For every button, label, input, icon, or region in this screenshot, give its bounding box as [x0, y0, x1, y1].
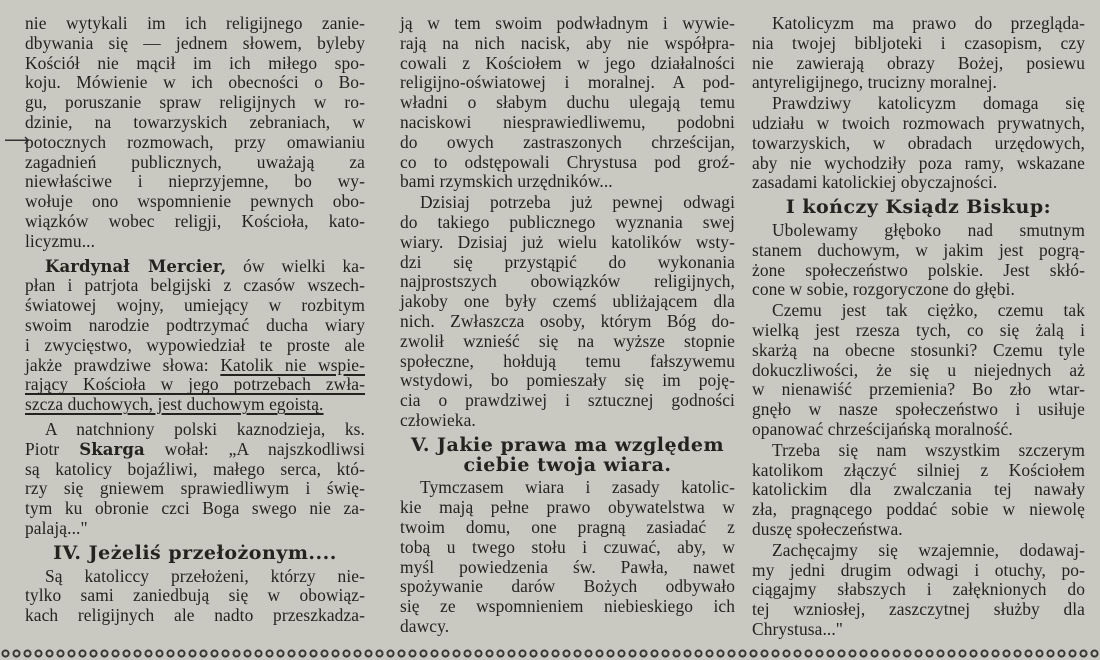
paragraph [25, 567, 365, 626]
text-line: potocznych rozmowach, przy omawianiu [25, 131, 365, 152]
text-line: dawcy. [400, 615, 450, 636]
text-column-3 [752, 14, 1085, 641]
text-line: gu, poruszanie spraw religijnych w ro- [25, 92, 365, 113]
text-line: Prawdziwy katolicyzm domaga się [772, 93, 1085, 114]
text-line: społeczne, hołdują temu fałszywemu [400, 350, 735, 371]
text-line: katolickim dla zwalczania tej nawały [752, 479, 1085, 500]
text-line: zwolił wznieść się na wyższe stopnie [400, 330, 735, 351]
text-line: naciskowi niesprawiedliwemu, podobni [400, 111, 735, 132]
text-line: do takiego publicznego wyznania swej [400, 211, 735, 232]
text-line: nich. Zwłaszcza osoby, którym Bóg do- [400, 310, 735, 331]
text-line: ją w tem swoim podwładnym i wywie- [400, 13, 735, 33]
text-line: Trzeba się nam wszystkim szczerym [772, 439, 1085, 460]
text-line: I kończy Ksiądz Biskup: [785, 196, 1052, 219]
text-line: Zachęcajmy się wzajemnie, dodawaj- [772, 539, 1085, 560]
paragraph [400, 14, 735, 192]
paragraph [400, 478, 735, 636]
text-line: rają na nich nacisk, aby nie współpra- [400, 32, 735, 53]
text-line: tej wzniosłej, zaszczytnej służby dla [752, 599, 1085, 620]
paragraph [752, 441, 1085, 540]
text-line: w nienawiść przemienia? Bo zło wtar- [752, 379, 1085, 400]
text-line: udziału w twoich rozmowach prywatnych, [752, 112, 1085, 133]
text-line: niewłaściwe i nieprzyjemne, bo wy- [25, 171, 365, 192]
text-line: co to odstępowali Chrystusa pod groź- [400, 151, 735, 172]
bold-name: Kardynał Mercier, [45, 256, 227, 276]
text-line: Ubolewamy głęboko nad smutnym [772, 219, 1085, 240]
text-line: wiązków wobec religji, Kościoła, kato- [25, 210, 365, 231]
text-line [25, 440, 365, 460]
text-line: kach religijnych ale nadto przeszkadza- [25, 605, 365, 626]
text-line: dzi się przystąpić do wykonania [400, 251, 735, 272]
text-line: zagadnień publicznych, uważają za [25, 151, 365, 172]
text-segment: wołał: „A najszkodliwsi [144, 438, 365, 459]
handwritten-arrow-mark: ⟶ [4, 130, 30, 150]
text-line: zła, pragnącego poddać sobie w niewolę [752, 499, 1085, 520]
text-line: płan i patrjota belgijski z czasów wszech- [25, 275, 365, 296]
text-line: skarżą na obecne stosunki? Czemu tyle [752, 339, 1085, 360]
text-line: stanem duchowym, w jakim jest pogrą- [752, 239, 1085, 260]
text-line: katolikom złączyć silniej z Kościołem [752, 459, 1085, 480]
text-line: twoim domu, one pragną zasiadać z [400, 516, 735, 537]
underlined-quote: Katolik nie wspie- [220, 354, 365, 375]
text-line: opanować chrześcijańską moralność. [752, 418, 1013, 439]
text-column-1 [25, 14, 365, 627]
text-line: myśl powiedzenia św. Pawła, nawet [400, 556, 735, 577]
text-line: A natchniony polski kaznodzieja, ks. [45, 418, 365, 439]
text-line: Czemu jest tak ciężko, czemu tak [772, 300, 1085, 321]
text-line: aby nie wychodziły poza ramy, wskazane [752, 152, 1085, 173]
paragraph [25, 14, 365, 252]
text-line: człowieka. [400, 409, 476, 430]
text-line: cone w sobie, rozgoryczone do głębi. [752, 279, 1015, 300]
section-heading [752, 198, 1085, 218]
text-line: nie zawierają obrazy Bożej, posiewu [752, 52, 1085, 73]
text-line: religijno-oświatowej i moralnej. A pod- [400, 72, 735, 93]
text-line: rzy się gniewem sprawiedliwym i świę- [25, 478, 365, 499]
text-line: wołuje ono wspomnienie pewnych obo- [25, 191, 365, 212]
text-line: licyzmu... [25, 230, 96, 251]
text-line: władni o słabym duchu ulegają temu [400, 92, 735, 113]
text-line: spożywanie darów Bożych odbywało [400, 576, 735, 597]
text-line: swoim narodzie podtrzymać ducha wiary [25, 314, 365, 335]
paragraph [752, 301, 1085, 440]
text-line [25, 257, 365, 277]
text-line: Są katoliccy przełożeni, którzy nie- [45, 565, 365, 586]
text-column-2 [400, 14, 735, 638]
text-line: wstydowi, bo pomieszały się im poję- [400, 370, 735, 391]
text-line: IV. Jeżeliś przełożonym.... [53, 541, 337, 564]
section-heading [25, 541, 365, 564]
paragraph [400, 193, 735, 431]
section-heading [400, 433, 735, 476]
text-line: Chrystusa..." [752, 618, 844, 639]
text-segment: jakże prawdziwe słowa: [25, 354, 221, 375]
text-line: wiary. Dzisiaj już wielu katolików wsty- [400, 231, 735, 252]
text-line: jakoby one były czemś ubliżającem dla [400, 291, 735, 312]
text-line: Dzisiaj potrzeba już pewnej odwagi [420, 192, 735, 213]
text-line: do owych zastraszonych chrześcijan, [400, 131, 735, 152]
text-line: tobą u twego stołu i czuwać, aby, w [400, 536, 735, 557]
text-line: bami rzymskich urzędników... [400, 171, 613, 192]
text-line: najprostszych obowiązków religijnych, [400, 271, 735, 292]
text-line: Katolicyzm ma prawo do przegląda- [772, 13, 1085, 33]
text-line: cia o prawdziwej i sztucznej godności [400, 390, 735, 411]
text-line: nie wytykali im ich religijnego zanie- [25, 13, 365, 33]
text-line [25, 356, 365, 376]
text-line: nia twojej bibljoteki i czasopism, czy [752, 32, 1085, 53]
decorative-border [0, 648, 1100, 659]
text-line: gnęło w nasze społeczeństwo i usiłuje [752, 399, 1085, 420]
text-line: V. Jakie prawa ma względem [410, 433, 725, 456]
bold-name: Skarga [79, 439, 145, 459]
text-line: Tymczasem wiara i zasady katolic- [420, 477, 735, 498]
text-line: światowej wojny, umiejący w rozbitym [25, 295, 365, 316]
text-line: dzinie, na towarzyskich zebraniach, w [25, 111, 365, 132]
text-line: zasadami katolickiej obyczajności. [752, 172, 998, 193]
text-segment: Piotr [25, 438, 80, 459]
paragraph [752, 541, 1085, 640]
text-line: koju. Mówienie w ich obecności o Bo- [25, 72, 365, 93]
text-line: są katolicy bojaźliwi, małego serca, któ- [25, 458, 365, 479]
text-line [25, 375, 365, 395]
text-line: wielką jest rzesza tych, co się żalą i [752, 319, 1085, 340]
text-line: antyreligijnego, trucizny moralnej. [752, 72, 997, 93]
text-line: dokuczliwości, że się u niejednych aż [752, 359, 1085, 380]
text-line: towarzyskich, w obradach urzędowych, [752, 132, 1085, 153]
text-segment: ów wielki ka- [226, 255, 365, 276]
text-line: palają..." [25, 517, 88, 538]
text-line: duszę społeczeństwa. [752, 518, 903, 539]
paragraph [25, 420, 365, 539]
paragraph [752, 94, 1085, 193]
text-line: my jedni drugim odwagi i otuchy, po- [752, 559, 1085, 580]
text-line: tym ku obronie czci Boga swego nie za- [25, 498, 365, 519]
underlined-quote: szcza duchowych, jest duchowym egoistą. [25, 394, 324, 415]
text-line: cowali z Kościołem w jego działalności [400, 52, 735, 73]
text-line: ciebie twoja wiara. [463, 453, 672, 476]
paragraph [25, 257, 365, 415]
underlined-quote: rający Kościoła w jego potrzebach zwła- [25, 374, 365, 395]
text-line: ciągajmy słabszych i załęknionych do [752, 579, 1085, 600]
paragraph [752, 14, 1085, 93]
text-line [25, 395, 365, 415]
text-line: się ze wspomnieniem niebieskiego ich [400, 596, 735, 617]
paragraph [752, 221, 1085, 300]
text-line: dbywania się — jednem słowem, byleby [25, 32, 365, 53]
text-line: Kościół nie mącił im ich miłego spo- [25, 52, 365, 73]
text-line: kie mają pełne prawo obywatelstwa w [400, 497, 735, 518]
text-line: żone społeczeństwo polskie. Jest skłó- [752, 259, 1085, 280]
text-line: tylko sami zaniedbują się w obowiąz- [25, 585, 365, 606]
text-line: i zwycięstwo, wypowiedział te proste ale [25, 334, 365, 355]
